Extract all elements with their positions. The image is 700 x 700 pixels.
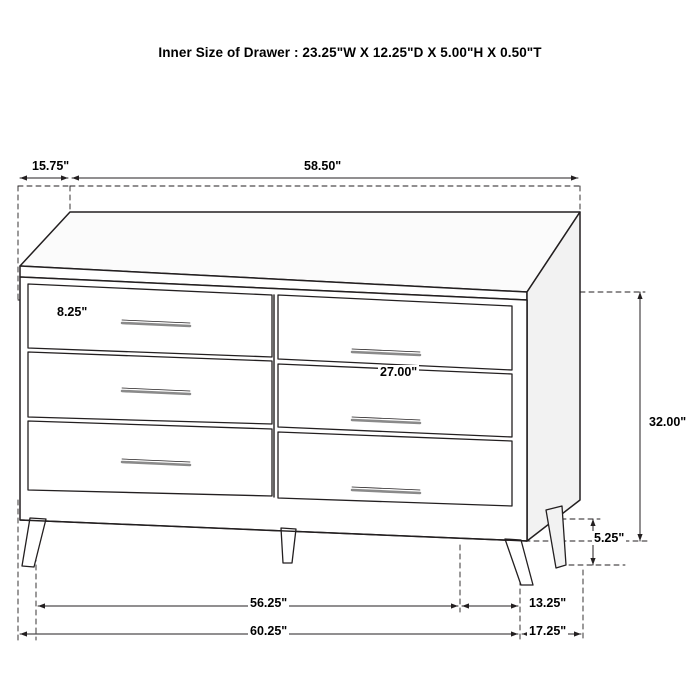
dim-label-width-top: 58.50" [304, 159, 342, 173]
dim-label-depth-top-left: 15.75" [32, 159, 70, 173]
dim-label-base-depth: 13.25" [529, 596, 567, 610]
dim-label-overall-width: 60.25" [250, 624, 288, 638]
dim-label-overall-depth: 17.25" [529, 624, 567, 638]
dim-label-drawer-height: 8.25" [57, 305, 88, 319]
dim-label-base-width: 56.25" [250, 596, 288, 610]
dim-label-overall-height: 32.00" [649, 415, 687, 429]
dim-label-leg-height: 5.25" [594, 531, 625, 545]
page-title: Inner Size of Drawer : 23.25"W X 12.25"D X 5.00"H X 0.50"T [158, 45, 542, 60]
dim-label-drawer-width: 27.00" [380, 365, 418, 379]
